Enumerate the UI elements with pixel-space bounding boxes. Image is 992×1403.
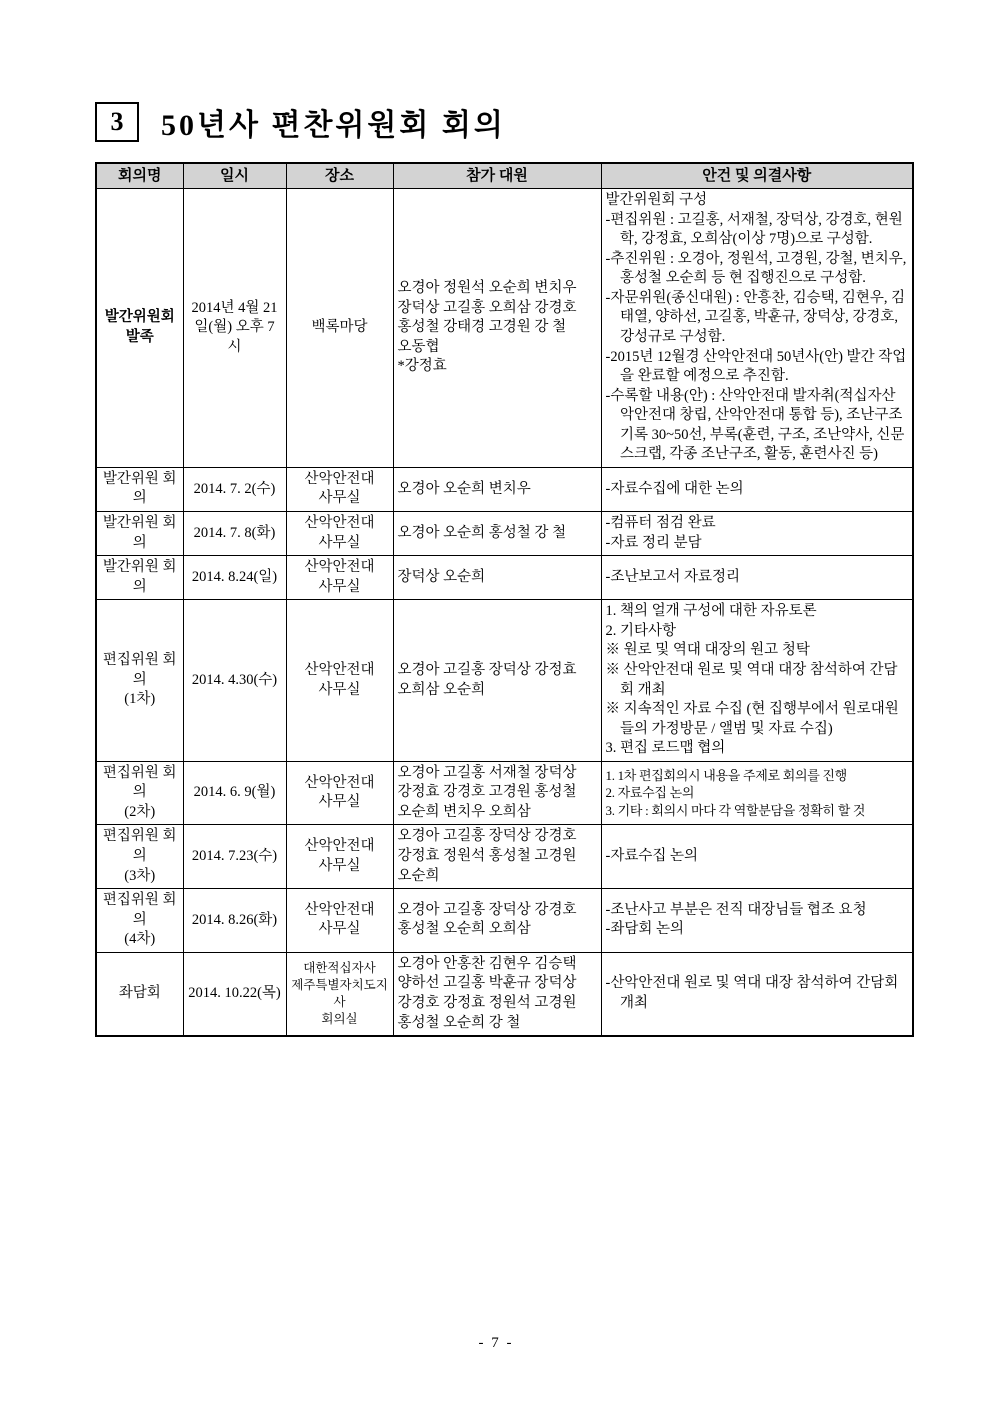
agenda-item: 2. 자료수집 논의 bbox=[605, 785, 695, 801]
meeting-agenda bbox=[601, 189, 913, 468]
meeting-name: 발간위원 회의 bbox=[96, 467, 183, 511]
meeting-place: 대한적십자사 제주특별자치도지사 회의실 bbox=[286, 952, 393, 1036]
column-header: 장소 bbox=[286, 163, 393, 189]
table-row bbox=[96, 600, 913, 762]
meeting-participants: 오경아 정원석 오순희 변치우 장덕상 고길홍 오희삼 강경호 홍성철 강태경 고경원 강 철 오동협 *강정효 bbox=[393, 189, 601, 468]
column-header: 회의명 bbox=[96, 163, 183, 189]
agenda-item: 1. 1차 편집회의시 내용을 주제로 회의를 진행 bbox=[605, 767, 847, 783]
page-number: - 7 - bbox=[478, 1335, 514, 1351]
column-header: 안건 및 의결사항 bbox=[601, 163, 913, 189]
agenda-item: -2015년 12월경 산악안전대 50년사(안) 발간 작업을 완료할 예정으로 추진함. bbox=[605, 348, 907, 385]
table-row bbox=[96, 952, 913, 1036]
meeting-name: 좌담회 bbox=[96, 952, 183, 1036]
meeting-agenda bbox=[601, 761, 913, 825]
meeting-table bbox=[95, 162, 914, 1037]
agenda-item: -자료 정리 분담 bbox=[605, 534, 702, 551]
table-row bbox=[96, 512, 913, 556]
meeting-name: 편집위원 회의 (3차) bbox=[96, 825, 183, 889]
agenda-item: -조난보고서 자료정리 bbox=[605, 568, 741, 585]
meeting-date: 2014. 6. 9(월) bbox=[183, 761, 286, 825]
meeting-agenda bbox=[601, 952, 913, 1036]
section-number: 3 bbox=[110, 107, 124, 136]
meeting-date: 2014. 4.30(수) bbox=[183, 600, 286, 762]
table-row bbox=[96, 556, 913, 600]
agenda-item: 3. 기타 : 회의시 마다 각 역할분담을 정확히 할 것 bbox=[605, 802, 866, 818]
meeting-participants: 오경아 오순희 변치우 bbox=[393, 467, 601, 511]
meeting-participants: 오경아 고길홍 서재철 장덕상 강정효 강경호 고경원 홍성철 오순희 변치우 오희삼 bbox=[393, 761, 601, 825]
agenda-item: -조난사고 부분은 전직 대장님들 협조 요청 bbox=[605, 901, 867, 918]
meeting-place: 산악안전대 사무실 bbox=[286, 512, 393, 556]
meeting-place: 산악안전대 사무실 bbox=[286, 889, 393, 953]
meeting-place: 산악안전대 사무실 bbox=[286, 825, 393, 889]
meeting-name: 발간위원 회의 bbox=[96, 556, 183, 600]
meeting-date: 2014. 7. 8(화) bbox=[183, 512, 286, 556]
table-row bbox=[96, 889, 913, 953]
meeting-place: 산악안전대 사무실 bbox=[286, 761, 393, 825]
agenda-item: -자료수집에 대한 논의 bbox=[605, 480, 744, 497]
agenda-item: ※ 지속적인 자료 수집 (현 집행부에서 원로대원들의 가정방문 / 앨범 및 자료 수집) bbox=[605, 701, 899, 737]
column-header: 일시 bbox=[183, 163, 286, 189]
meeting-place: 백록마당 bbox=[286, 189, 393, 468]
table-header-row bbox=[96, 163, 913, 189]
agenda-item: -컴퓨터 점검 완료 bbox=[605, 515, 716, 531]
agenda-item: 발간위원회 구성 bbox=[605, 192, 708, 208]
agenda-item: -자료수집 논의 bbox=[605, 848, 698, 864]
meeting-agenda bbox=[601, 467, 913, 511]
column-header: 참가 대원 bbox=[393, 163, 601, 189]
meeting-table-wrap bbox=[95, 162, 914, 1037]
table-row bbox=[96, 825, 913, 889]
meeting-agenda bbox=[601, 825, 913, 889]
meeting-participants: 오경아 고길홍 장덕상 강경호 홍성철 오순희 오희삼 bbox=[393, 889, 601, 953]
agenda-item: -자문위원(종신대원) : 안흥찬, 김승택, 김현우, 김태열, 양하선, 고길홍, 박훈규, 장덕상, 강경호, 강성규로 구성함. bbox=[605, 289, 906, 345]
agenda-item: -산악안전대 원로 및 역대 대장 참석하여 간담회 개최 bbox=[605, 975, 899, 1011]
meeting-participants: 오경아 오순희 홍성철 강 철 bbox=[393, 512, 601, 556]
meeting-agenda bbox=[601, 512, 913, 556]
page-title: 50년사 편찬위원회 회의 bbox=[161, 109, 506, 142]
meeting-date: 2014년 4월 21 일(월) 오후 7 시 bbox=[183, 189, 286, 468]
agenda-item: -추진위원 : 오경아, 정원석, 고경원, 강철, 변치우, 홍성철 오순희 등 현 집행진으로 구성함. bbox=[605, 250, 907, 287]
meeting-name: 발간위원회 발족 bbox=[96, 189, 183, 468]
meeting-participants: 오경아 안홍찬 김현우 김승택 양하선 고길홍 박훈규 장덕상 강경호 강정효 정원석 고경원 홍성철 오순희 강 철 bbox=[393, 952, 601, 1036]
table-row bbox=[96, 189, 913, 468]
meeting-place: 산악안전대 사무실 bbox=[286, 556, 393, 600]
agenda-item: -좌담회 논의 bbox=[605, 921, 684, 938]
meeting-date: 2014. 10.22(목) bbox=[183, 952, 286, 1036]
title-block bbox=[95, 100, 506, 144]
agenda-item: ※ 산악안전대 원로 및 역대 대장 참석하여 간담회 개최 bbox=[605, 661, 898, 698]
meeting-agenda bbox=[601, 889, 913, 953]
agenda-item: -편집위원 : 고길홍, 서재철, 장덕상, 강경호, 현원학, 강정효, 오희삼(이상 7명)으로 구성함. bbox=[605, 211, 903, 248]
meeting-name: 편집위원 회의 (1차) bbox=[96, 600, 183, 762]
meeting-participants: 장덕상 오순희 bbox=[393, 556, 601, 600]
table-row bbox=[96, 761, 913, 825]
agenda-item: -수록할 내용(안) : 산악안전대 발자취(적십자산악안전대 창립, 산악안전대 통합 등), 조난구조기록 30~50선, 부록(훈련, 구조, 조난약사, 신문스크랩, 각종 조난구조, 활동, 훈련사진 등) bbox=[605, 387, 905, 463]
meeting-name: 편집위원 회의 (2차) bbox=[96, 761, 183, 825]
meeting-agenda bbox=[601, 556, 913, 600]
agenda-item: 1. 책의 얼개 구성에 대한 자유토론 bbox=[605, 603, 817, 620]
meeting-date: 2014. 8.24(일) bbox=[183, 556, 286, 600]
meeting-date: 2014. 8.26(화) bbox=[183, 889, 286, 953]
agenda-item: 3. 편집 로드맵 협의 bbox=[605, 740, 726, 757]
meeting-agenda bbox=[601, 600, 913, 762]
meeting-date: 2014. 7. 2(수) bbox=[183, 467, 286, 511]
table-row bbox=[96, 467, 913, 511]
meeting-participants: 오경아 고길홍 장덕상 강경호 강정효 정원석 홍성철 고경원 오순희 bbox=[393, 825, 601, 889]
section-number-box bbox=[95, 102, 139, 142]
meeting-date: 2014. 7.23(수) bbox=[183, 825, 286, 889]
meeting-place: 산악안전대 사무실 bbox=[286, 600, 393, 762]
agenda-item: 2. 기타사항 bbox=[605, 622, 677, 639]
meeting-name: 발간위원 회의 bbox=[96, 512, 183, 556]
meeting-participants: 오경아 고길홍 장덕상 강정효 오희삼 오순희 bbox=[393, 600, 601, 762]
meeting-name: 편집위원 회의 (4차) bbox=[96, 889, 183, 953]
meeting-place: 산악안전대 사무실 bbox=[286, 467, 393, 511]
meeting-table-body bbox=[96, 189, 913, 1037]
agenda-item: ※ 원로 및 역대 대장의 원고 청탁 bbox=[605, 642, 810, 659]
